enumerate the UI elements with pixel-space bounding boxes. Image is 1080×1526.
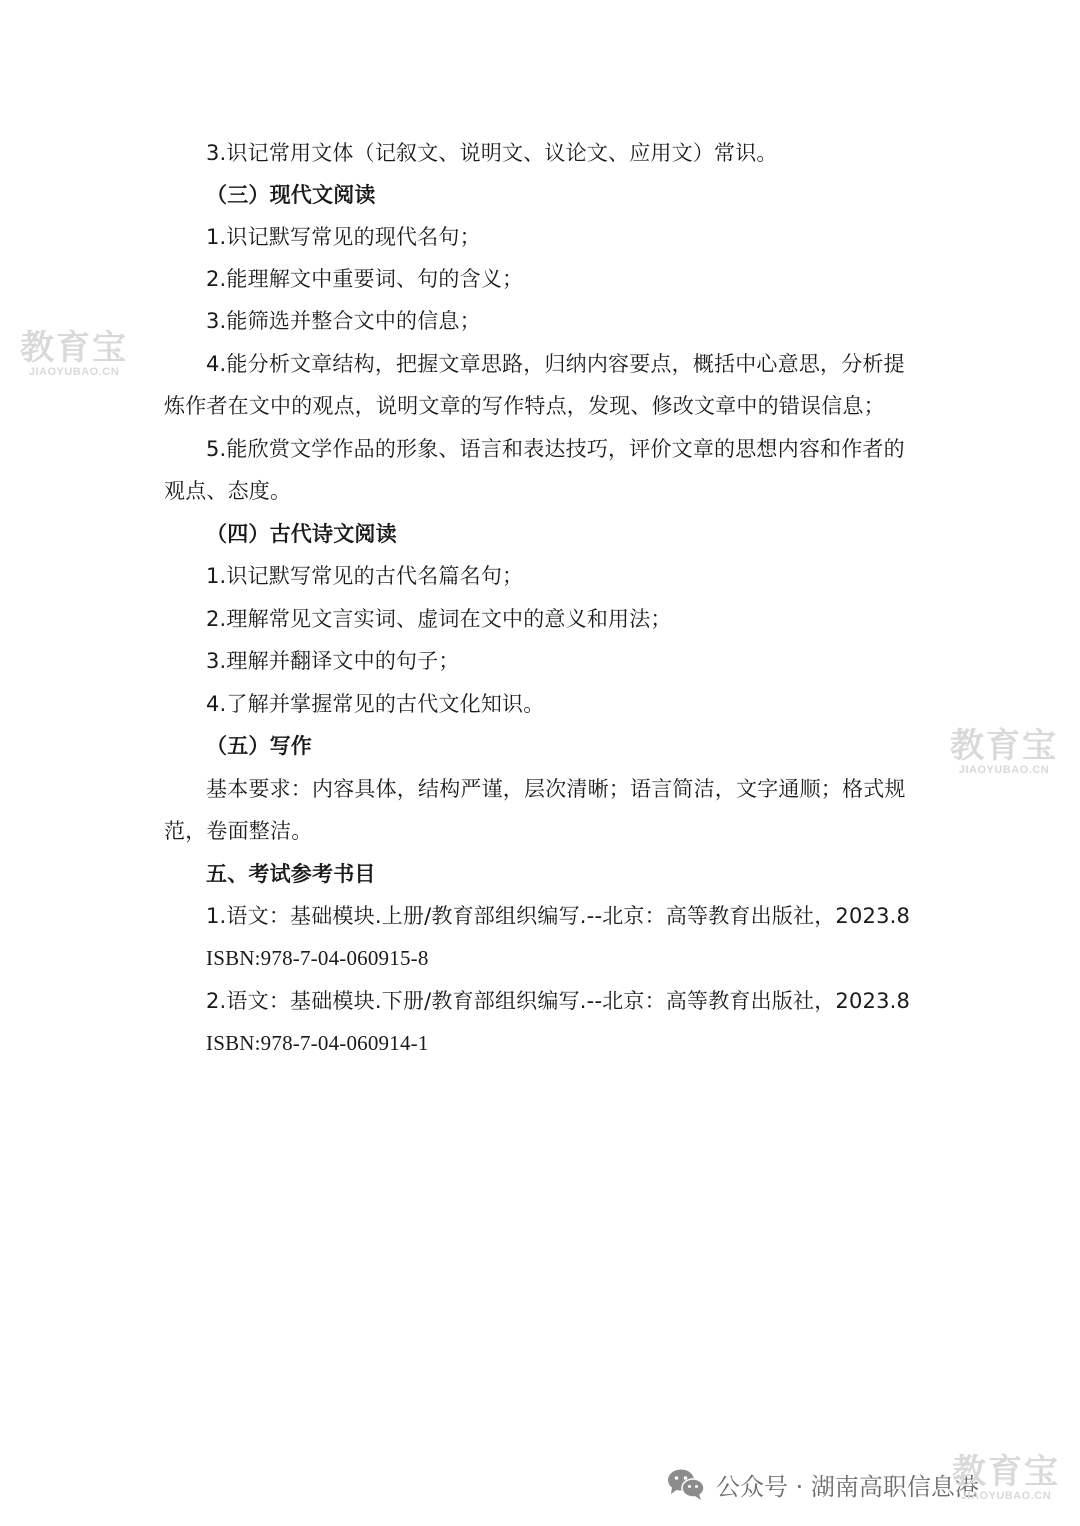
text-line: 基本要求：内容具体，结构严谨，层次清晰；语言简洁，文字通顺；格式规	[206, 777, 906, 801]
watermark-logo-text: 教育宝	[950, 726, 1058, 766]
text-line: 3.能筛选并整合文中的信息；	[206, 309, 481, 333]
text-line: 1.语文：基础模块.上册/教育部组织编写.--北京：高等教育出版社，2023.8	[206, 904, 911, 928]
section-heading: 五、考试参考书目	[206, 862, 376, 886]
footer-account-tag	[666, 1464, 979, 1504]
watermark-url: JIAOYUBAO.CN	[28, 366, 120, 378]
text-line: 范，卷面整洁。	[164, 819, 313, 843]
text-line: 2.语文：基础模块.下册/教育部组织编写.--北京：高等教育出版社，2023.8	[206, 989, 911, 1013]
section-heading: （四）古代诗文阅读	[206, 522, 397, 546]
watermark-logo-text: 教育宝	[20, 328, 128, 368]
text-line: 炼作者在文中的观点，说明文章的写作特点，发现、修改文章中的错误信息；	[164, 394, 885, 418]
section-heading: （五）写作	[206, 734, 312, 758]
footer-label: 公众号 · 湖南高职信息港	[716, 1472, 979, 1501]
wechat-icon	[666, 1467, 706, 1501]
text-line: 4.了解并掌握常见的古代文化知识。	[206, 692, 545, 716]
watermark	[18, 330, 130, 378]
watermark-url: JIAOYUBAO.CN	[960, 1490, 1052, 1502]
isbn-line: ISBN:978-7-04-060915-8	[206, 946, 429, 970]
watermark	[946, 728, 1062, 776]
watermark-logo-text: 教育宝	[952, 1452, 1060, 1492]
text-line: 3.理解并翻译文中的句子；	[206, 649, 460, 673]
text-line: 观点、态度。	[164, 479, 292, 503]
isbn-line: ISBN:978-7-04-060914-1	[206, 1031, 429, 1055]
text-line: 1.识记默写常见的古代名篇名句；	[206, 564, 524, 588]
text-line: 4.能分析文章结构，把握文章思路，归纳内容要点，概括中心意思，分析提	[206, 352, 905, 376]
section-heading: （三）现代文阅读	[206, 183, 376, 207]
watermark	[948, 1454, 1064, 1502]
text-line: 2.理解常见文言实词、虚词在文中的意义和用法；	[206, 607, 672, 631]
text-line: 5.能欣赏文学作品的形象、语言和表达技巧，评价文章的思想内容和作者的	[206, 437, 905, 461]
text-line: 3.识记常用文体（记叙文、说明文、议论文、应用文）常识。	[206, 141, 778, 165]
watermark-url: JIAOYUBAO.CN	[958, 764, 1050, 776]
text-line: 2.能理解文中重要词、句的含义；	[206, 267, 524, 291]
text-line: 1.识记默写常见的现代名句；	[206, 225, 481, 249]
